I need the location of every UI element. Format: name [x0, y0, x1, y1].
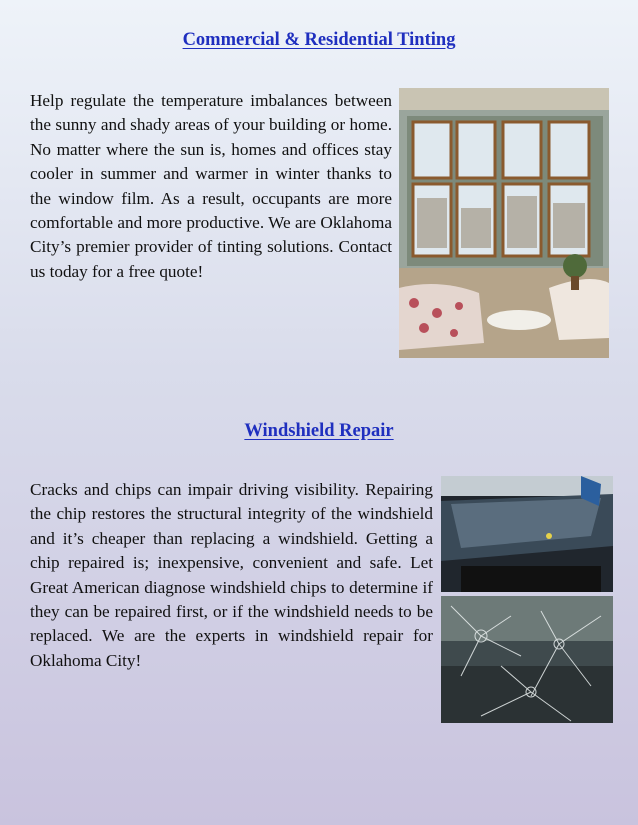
tinting-heading: Commercial & Residential Tinting	[182, 30, 456, 50]
windshield-heading-text: Windshield Repair	[244, 421, 394, 441]
windshield-heading	[0, 421, 638, 442]
windshield-paragraph: Cracks and chips can impair driving visibility. Repairing the chip restores the structural integrity of the windshield and it’s cheaper than replacing a windshield. Getting a chip repaired is; inexpensive, convenient and safe. Let Great American diagnose windshield chips to determine if they can be repaired first, or if the windshield needs to be replaced. We are the experts in windshield repair for Oklahoma City!	[30, 480, 433, 670]
tinting-paragraph: Help regulate the temperature imbalances between the sunny and shady areas of your building or home. No matter where the sun is, homes and offices stay cooler in summer and warmer in winter thanks to the window film. As a result, occupants are more comfortable and more productive. We are Oklahoma City’s premier provider of tinting solutions. Contact us today for a free quote!	[30, 91, 392, 281]
cracked-windshield-photo	[441, 596, 613, 723]
sunroom-photo	[399, 88, 609, 358]
windshield-chip-photo	[441, 476, 613, 592]
